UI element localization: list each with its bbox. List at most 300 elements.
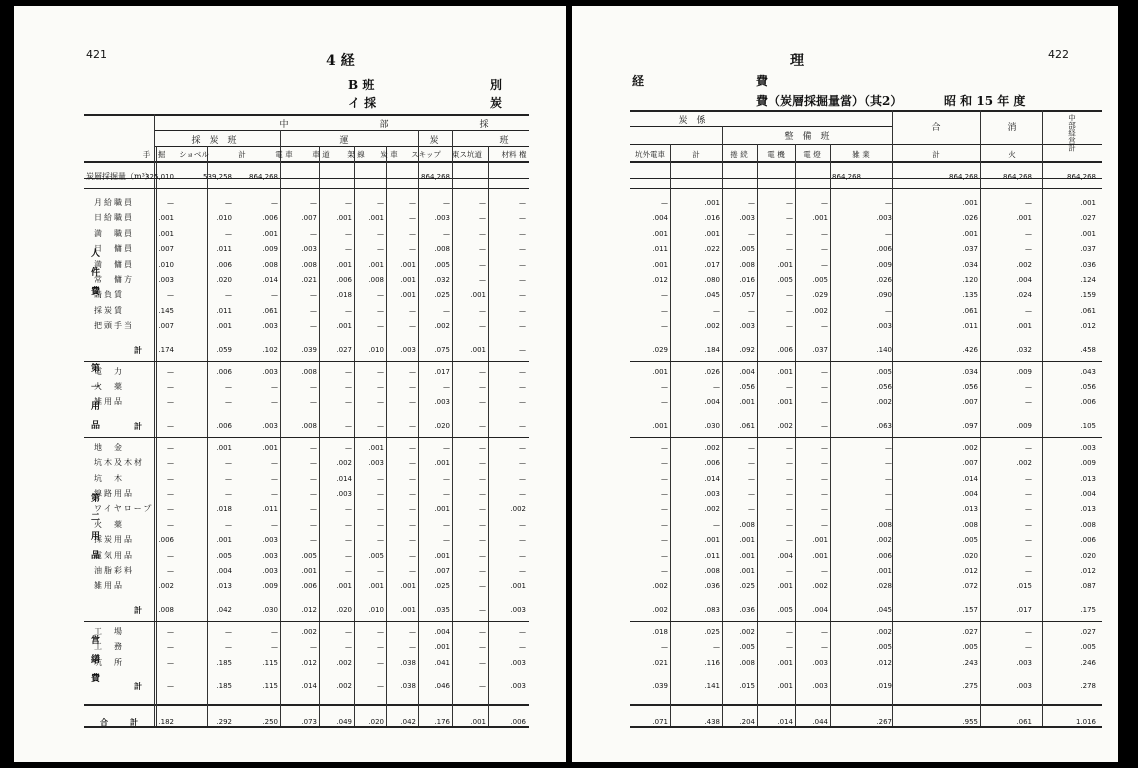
table-cell: —: [885, 443, 892, 452]
right-page: [572, 6, 1118, 762]
table-cell: .001: [262, 229, 278, 238]
table-cell: —: [310, 383, 317, 391]
table-cell: .004: [1080, 490, 1096, 498]
table-cell: —: [786, 459, 793, 468]
table-cell: .061: [1080, 306, 1096, 315]
table-cell: .011: [704, 551, 720, 560]
table-cell: .025: [434, 291, 450, 300]
table-cell: .006: [158, 536, 174, 545]
row-label: 工 務: [94, 642, 124, 652]
table-cell: —: [519, 627, 526, 636]
subtotal-cell: .004: [812, 605, 828, 614]
table-cell: —: [310, 229, 317, 238]
table-cell: .003: [876, 322, 892, 331]
table-cell: —: [821, 367, 828, 376]
grand-total-cell: .020: [368, 718, 384, 726]
table-cell: .011: [652, 245, 668, 254]
table-cell: .008: [704, 567, 720, 575]
header-subgroup: 整 備 班: [784, 132, 830, 142]
table-cell: —: [377, 291, 384, 300]
table-cell: —: [1025, 398, 1032, 407]
table-cell: .025: [434, 582, 450, 591]
table-cell: —: [885, 459, 892, 468]
table-cell: .043: [1080, 367, 1096, 376]
subtotal-cell: .010: [368, 605, 384, 614]
table-cell: —: [271, 474, 278, 483]
table-cell: .038: [400, 658, 416, 667]
subtotal-cell: .157: [962, 605, 978, 614]
table-cell: —: [821, 383, 828, 391]
table-cell: .001: [470, 291, 486, 300]
subtotal-cell: .008: [301, 421, 317, 430]
table-cell: —: [519, 306, 526, 315]
table-cell: .032: [434, 276, 450, 284]
grand-total-cell: .292: [216, 718, 232, 726]
table-cell: —: [377, 322, 384, 331]
subtotal-cell: —: [519, 421, 526, 430]
table-cell: .037: [962, 245, 978, 254]
subtotal-cell: .075: [434, 345, 450, 354]
table-cell: .026: [962, 214, 978, 223]
row-label: 電気用品: [94, 550, 134, 560]
subtotal-cell: .092: [739, 345, 755, 354]
table-cell: .018: [216, 505, 232, 514]
subtotal-cell: .003: [510, 605, 526, 614]
table-cell: .010: [158, 260, 174, 269]
table-cell: .009: [876, 260, 892, 269]
subtotal-cell: .001: [652, 421, 668, 430]
page-number: 422: [1048, 48, 1069, 61]
table-cell: —: [885, 306, 892, 315]
table-cell: —: [377, 643, 384, 652]
table-cell: —: [479, 199, 486, 207]
table-cell: —: [271, 520, 278, 529]
subtotal-cell: .003: [400, 345, 416, 354]
table-cell: —: [1025, 490, 1032, 498]
table-cell: —: [271, 459, 278, 468]
table-cell: .002: [812, 306, 828, 315]
table-cell: .006: [336, 276, 352, 284]
table-cell: —: [377, 306, 384, 315]
table-cell: .004: [777, 551, 793, 560]
title-keihi: 経: [632, 74, 645, 88]
table-cell: —: [310, 643, 317, 652]
output-value: 325,010: [145, 173, 174, 181]
table-cell: —: [1025, 199, 1032, 207]
row-label: 満 傭員: [94, 259, 134, 269]
table-cell: —: [310, 306, 317, 315]
table-cell: .120: [962, 276, 978, 284]
table-cell: .012: [876, 658, 892, 667]
table-cell: —: [786, 291, 793, 300]
table-cell: —: [713, 306, 720, 315]
table-cell: .002: [652, 582, 668, 591]
table-cell: —: [519, 551, 526, 560]
table-cell: .008: [262, 260, 278, 269]
table-cell: —: [377, 536, 384, 545]
row-label: 雑用品: [94, 581, 124, 591]
table-cell: —: [1025, 567, 1032, 575]
group-label: 営繕費: [89, 635, 99, 693]
subtotal-cell: —: [821, 421, 828, 430]
table-cell: .036: [1080, 260, 1096, 269]
table-cell: —: [821, 520, 828, 529]
table-cell: —: [885, 490, 892, 498]
table-cell: —: [409, 536, 416, 545]
subtotal-cell: .030: [704, 421, 720, 430]
table-cell: .005: [216, 551, 232, 560]
subtotal-cell: .059: [216, 345, 232, 354]
subtotal-label: 計: [134, 604, 144, 615]
column-divider: [892, 110, 893, 144]
table-cell: .001: [1080, 229, 1096, 238]
subtotal-cell: .037: [812, 345, 828, 354]
table-cell: —: [479, 474, 486, 483]
table-cell: .001: [739, 551, 755, 560]
rule-line: [84, 437, 529, 438]
title-suffix: 別: [490, 78, 503, 92]
table-cell: .045: [704, 291, 720, 300]
subtotal-cell: .039: [301, 345, 317, 354]
grand-total-cell: .182: [158, 718, 174, 726]
table-cell: .003: [739, 214, 755, 223]
table-cell: .002: [876, 536, 892, 545]
table-cell: .012: [962, 567, 978, 575]
subtotal-cell: —: [519, 345, 526, 354]
table-cell: —: [377, 658, 384, 667]
table-cell: —: [479, 551, 486, 560]
subtotal-label: 計: [134, 420, 144, 431]
table-cell: .001: [812, 551, 828, 560]
column-header: ショベル: [179, 150, 209, 159]
table-cell: .014: [262, 276, 278, 284]
column-divider: [795, 144, 796, 726]
table-cell: .008: [739, 520, 755, 529]
table-cell: .001: [812, 214, 828, 223]
table-cell: .007: [434, 567, 450, 575]
page-subtitle: 費（炭層採掘量當）（其2）: [756, 94, 903, 108]
grand-total-cell: .176: [434, 718, 450, 726]
table-cell: .001: [336, 260, 352, 269]
table-cell: .013: [1080, 474, 1096, 483]
table-cell: —: [167, 443, 174, 452]
subtotal-cell: .017: [1016, 605, 1032, 614]
table-cell: —: [1025, 643, 1032, 652]
table-cell: —: [271, 643, 278, 652]
grand-total-cell: .006: [510, 718, 526, 726]
column-header: 電 車: [275, 150, 293, 159]
table-cell: —: [1025, 474, 1032, 483]
table-cell: —: [885, 229, 892, 238]
grand-total-cell: .061: [1016, 718, 1032, 726]
table-cell: .012: [301, 658, 317, 667]
column-header: 炭 車: [380, 150, 398, 159]
fiscal-year: 昭 和 15 年 度: [944, 94, 1026, 108]
table-cell: .020: [1080, 551, 1096, 560]
table-cell: —: [167, 474, 174, 483]
subtotal-cell: .039: [652, 682, 668, 690]
table-cell: —: [519, 398, 526, 407]
output-value: 864,268: [832, 173, 861, 181]
table-cell: .001: [777, 582, 793, 591]
subtotal-cell: .006: [777, 345, 793, 354]
table-cell: —: [748, 474, 755, 483]
table-cell: .001: [434, 551, 450, 560]
table-cell: —: [345, 245, 352, 254]
table-cell: —: [409, 398, 416, 407]
row-label: 坑 所: [94, 657, 124, 667]
table-cell: .027: [1080, 627, 1096, 636]
column-divider: [280, 130, 281, 146]
table-cell: —: [345, 367, 352, 376]
group-label: 人件費: [89, 248, 99, 306]
table-cell: .017: [704, 260, 720, 269]
table-cell: —: [479, 322, 486, 331]
table-cell: .009: [262, 245, 278, 254]
table-cell: —: [821, 567, 828, 575]
subtotal-cell: .005: [777, 605, 793, 614]
output-label: 炭層採掘量（m³）: [86, 172, 153, 181]
table-cell: —: [225, 520, 232, 529]
table-cell: —: [1025, 306, 1032, 315]
title-suffix: 炭: [490, 96, 503, 110]
table-cell: —: [225, 229, 232, 238]
table-cell: .001: [434, 505, 450, 514]
table-cell: .116: [704, 658, 720, 667]
table-cell: .001: [368, 260, 384, 269]
table-cell: .002: [1016, 459, 1032, 468]
rule-line: [84, 704, 529, 706]
subtotal-cell: .185: [216, 682, 232, 690]
table-cell: .001: [434, 459, 450, 468]
table-cell: —: [1025, 505, 1032, 514]
grand-total-cell: .044: [812, 718, 828, 726]
subtotal-cell: .174: [158, 345, 174, 354]
subtotal-cell: .042: [216, 605, 232, 614]
subtotal-cell: .061: [739, 421, 755, 430]
table-cell: .008: [368, 276, 384, 284]
table-cell: —: [661, 490, 668, 498]
subtotal-cell: —: [479, 605, 486, 614]
column-divider: [830, 144, 831, 726]
subtotal-cell: .020: [434, 421, 450, 430]
rule-line: [630, 621, 1102, 622]
table-cell: —: [1025, 520, 1032, 529]
table-cell: —: [167, 658, 174, 667]
table-cell: .017: [434, 367, 450, 376]
table-cell: .001: [400, 291, 416, 300]
table-cell: .007: [301, 214, 317, 223]
table-cell: .027: [1080, 214, 1096, 223]
table-cell: —: [519, 520, 526, 529]
table-cell: .003: [336, 490, 352, 498]
table-cell: —: [479, 582, 486, 591]
table-cell: —: [661, 291, 668, 300]
table-cell: .008: [876, 520, 892, 529]
row-label: 日給職員: [94, 213, 134, 223]
table-cell: .001: [1080, 199, 1096, 207]
table-cell: —: [167, 505, 174, 514]
table-cell: .005: [876, 367, 892, 376]
table-cell: .001: [434, 643, 450, 652]
table-cell: —: [443, 490, 450, 498]
column-divider: [670, 144, 671, 726]
rule-line: [630, 161, 1102, 163]
table-cell: .021: [652, 658, 668, 667]
table-cell: —: [377, 505, 384, 514]
table-cell: .006: [216, 367, 232, 376]
table-cell: —: [409, 322, 416, 331]
table-cell: —: [377, 245, 384, 254]
rule-line: [84, 114, 529, 116]
table-cell: —: [661, 459, 668, 468]
table-cell: —: [409, 306, 416, 315]
column-header: 手 掘: [142, 150, 166, 159]
table-cell: .028: [876, 582, 892, 591]
table-cell: —: [661, 505, 668, 514]
subtotal-cell: .275: [962, 682, 978, 690]
table-cell: —: [713, 383, 720, 391]
table-cell: —: [519, 567, 526, 575]
header-big: 中部経営計: [1067, 114, 1077, 152]
table-cell: —: [409, 474, 416, 483]
table-cell: —: [225, 291, 232, 300]
row-label: 把頭手当: [94, 321, 134, 331]
table-cell: .013: [1080, 505, 1096, 514]
subtotal-cell: .001: [400, 605, 416, 614]
grand-total-cell: .250: [262, 718, 278, 726]
rule-line: [154, 130, 529, 131]
table-cell: —: [443, 383, 450, 391]
table-cell: —: [748, 459, 755, 468]
row-label: ワイヤロープ: [94, 504, 154, 514]
grand-total-cell: .204: [739, 718, 755, 726]
table-cell: .006: [262, 214, 278, 223]
table-cell: .034: [962, 367, 978, 376]
table-cell: —: [479, 490, 486, 498]
row-label: 地 金: [94, 442, 124, 452]
rule-line: [630, 437, 1102, 438]
table-cell: —: [167, 383, 174, 391]
column-divider: [980, 144, 981, 726]
table-cell: .001: [336, 214, 352, 223]
table-cell: —: [443, 443, 450, 452]
table-cell: —: [786, 627, 793, 636]
table-cell: —: [519, 322, 526, 331]
subtotal-cell: .003: [1016, 682, 1032, 690]
table-cell: —: [345, 383, 352, 391]
table-cell: .005: [962, 643, 978, 652]
table-cell: .001: [962, 199, 978, 207]
table-cell: —: [310, 322, 317, 331]
table-cell: —: [786, 245, 793, 254]
page-number: 421: [86, 48, 107, 61]
table-cell: .026: [704, 367, 720, 376]
table-cell: —: [409, 567, 416, 575]
table-cell: —: [821, 459, 828, 468]
table-cell: —: [519, 474, 526, 483]
column-header: 計: [692, 150, 700, 159]
table-cell: .025: [739, 582, 755, 591]
subtotal-cell: .002: [652, 605, 668, 614]
table-cell: .006: [1080, 536, 1096, 545]
row-label: 常 傭方: [94, 275, 134, 284]
table-cell: .003: [158, 276, 174, 284]
rule-line: [630, 188, 1102, 189]
table-cell: —: [519, 383, 526, 391]
table-cell: .002: [876, 627, 892, 636]
table-cell: —: [519, 276, 526, 284]
table-cell: .001: [962, 229, 978, 238]
table-cell: —: [345, 520, 352, 529]
table-cell: .001: [652, 229, 668, 238]
table-cell: —: [377, 383, 384, 391]
table-cell: .036: [704, 582, 720, 591]
table-cell: .006: [704, 459, 720, 468]
subtotal-cell: .012: [301, 605, 317, 614]
table-cell: —: [885, 505, 892, 514]
table-cell: —: [271, 383, 278, 391]
table-cell: —: [713, 643, 720, 652]
table-cell: .090: [876, 291, 892, 300]
row-label: 坑 木: [94, 473, 124, 483]
table-cell: —: [519, 367, 526, 376]
table-cell: .001: [400, 260, 416, 269]
table-cell: .003: [262, 367, 278, 376]
table-cell: .001: [652, 367, 668, 376]
table-cell: —: [821, 627, 828, 636]
table-cell: .005: [368, 551, 384, 560]
table-cell: .001: [400, 582, 416, 591]
table-cell: .072: [962, 582, 978, 591]
table-cell: .012: [1080, 322, 1096, 331]
table-cell: .012: [1080, 567, 1096, 575]
grand-total-cell: 1.016: [1075, 718, 1096, 726]
table-cell: .003: [704, 490, 720, 498]
table-cell: —: [661, 199, 668, 207]
table-cell: —: [345, 306, 352, 315]
table-cell: .001: [336, 582, 352, 591]
header-subgroup: 運: [339, 136, 349, 146]
rule-line: [84, 161, 529, 163]
table-cell: —: [345, 567, 352, 575]
column-divider: [980, 110, 981, 144]
table-cell: .002: [812, 582, 828, 591]
table-cell: .061: [262, 306, 278, 315]
table-cell: .003: [1016, 658, 1032, 667]
table-cell: —: [167, 367, 174, 376]
table-cell: —: [409, 627, 416, 636]
table-cell: —: [1025, 383, 1032, 391]
column-header: 捲 続: [730, 150, 748, 159]
table-cell: —: [786, 306, 793, 315]
row-label: 油脂彩料: [94, 566, 134, 575]
table-cell: —: [345, 443, 352, 452]
subtotal-cell: —: [479, 682, 486, 690]
table-cell: —: [479, 658, 486, 667]
table-cell: .008: [962, 520, 978, 529]
column-header: 計: [932, 150, 940, 159]
table-cell: .011: [216, 306, 232, 315]
table-cell: —: [479, 245, 486, 254]
section-subtitle: イ 採: [348, 96, 377, 110]
table-cell: —: [519, 643, 526, 652]
output-value: 864,268: [1003, 173, 1032, 181]
table-cell: .005: [739, 245, 755, 254]
table-cell: .061: [962, 306, 978, 315]
table-cell: —: [479, 383, 486, 391]
table-cell: .001: [652, 260, 668, 269]
